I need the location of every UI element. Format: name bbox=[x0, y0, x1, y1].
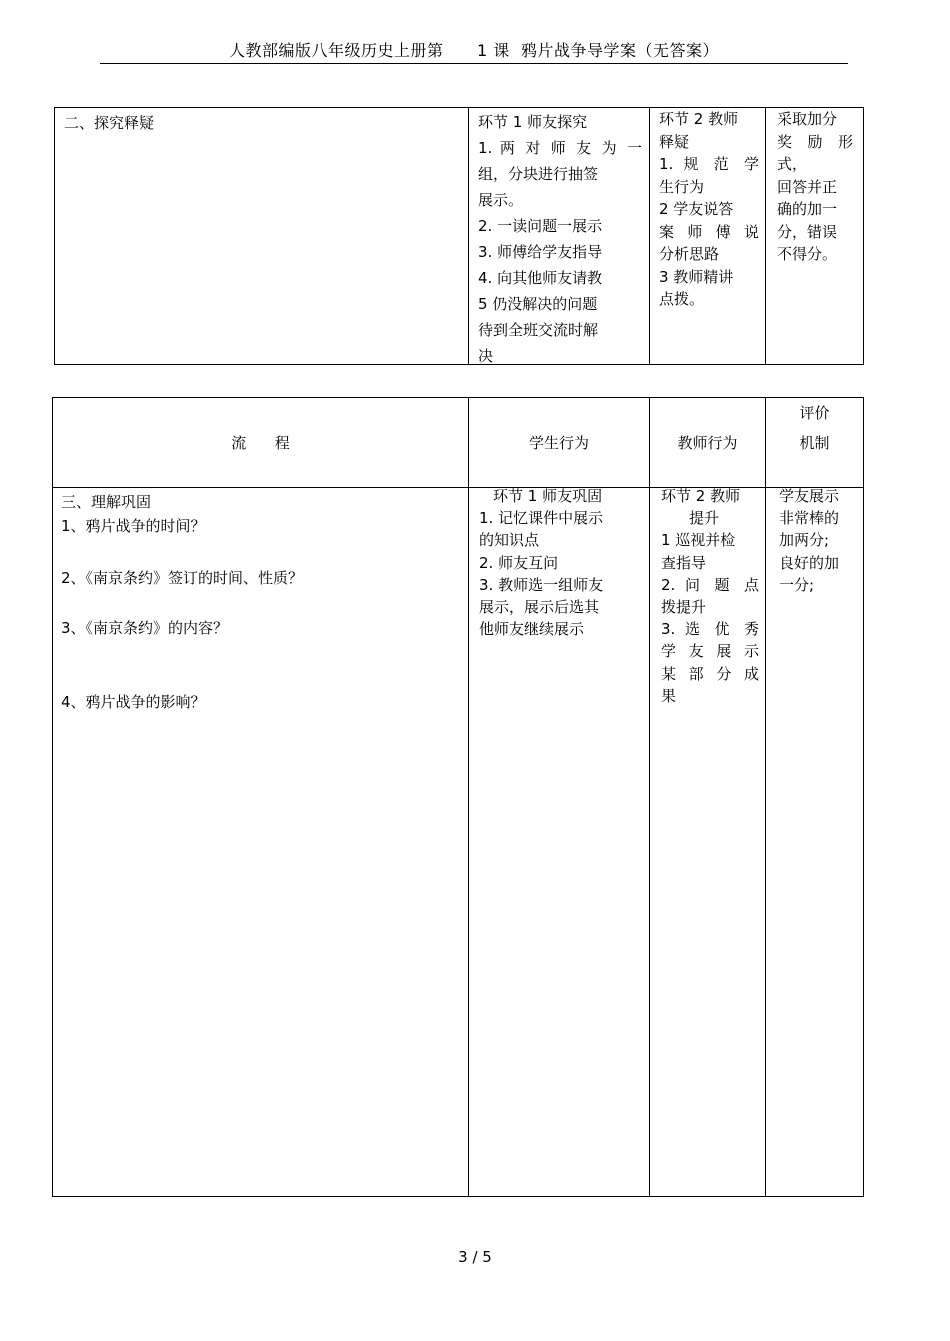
question-1: 1、鸦片战争的时间？ bbox=[61, 517, 206, 535]
student-behavior-cell bbox=[479, 485, 643, 640]
text-line: 某 部 分 成 bbox=[661, 664, 759, 683]
text-line: 的知识点 bbox=[479, 531, 540, 550]
text-line: 决 bbox=[478, 347, 494, 365]
text-line: 3 教师精讲 bbox=[659, 267, 734, 286]
header-teacher-behavior bbox=[650, 398, 765, 487]
text-line: 一分; bbox=[779, 575, 815, 594]
text-line: 3. 师傅给学友指导 bbox=[478, 243, 603, 261]
text-line: 环节 1 师友巩固 bbox=[493, 487, 603, 505]
text-line: 果 bbox=[661, 686, 677, 705]
text-line: 式， bbox=[777, 155, 808, 173]
text-line: 生行为 bbox=[659, 177, 705, 196]
text-line: 展示，展示后选其 bbox=[479, 598, 600, 617]
text-line: 学友展示 bbox=[779, 487, 840, 505]
questions-cell bbox=[61, 491, 461, 711]
text-line: 1. 记忆课件中展示 bbox=[479, 509, 604, 528]
text-line: 3. 教师选一组师友 bbox=[479, 575, 604, 594]
evaluation-cell bbox=[777, 108, 853, 266]
header-rule bbox=[100, 63, 848, 64]
text-line: 他师友继续展示 bbox=[479, 620, 585, 639]
document-header: 人教部编版八年级历史上册第 1 课 鸦片战争导学案（无答案） bbox=[229, 41, 719, 60]
inquiry-table bbox=[54, 107, 864, 365]
text-line: 环节 2 教师 bbox=[661, 487, 741, 505]
text-line: 案 师 傅 说 bbox=[659, 222, 759, 241]
text-line: 点拨。 bbox=[659, 290, 705, 308]
consolidation-table bbox=[52, 397, 864, 1197]
text-line: 采取加分 bbox=[777, 110, 838, 128]
text-line: 分，错误 bbox=[777, 222, 838, 241]
header-teacher-text: 教师行为 bbox=[677, 433, 738, 452]
text-line: 5 仍没解决的问题 bbox=[478, 295, 598, 313]
text-line: 奖 励 形 bbox=[777, 132, 853, 151]
section-title-inquiry bbox=[64, 112, 459, 134]
table-divider bbox=[649, 398, 650, 1196]
text-line: 2. 师友互问 bbox=[479, 553, 559, 572]
text-line: 良好的加 bbox=[779, 553, 840, 572]
header-evaluation bbox=[766, 398, 863, 487]
table-divider bbox=[468, 398, 469, 1196]
text-line: 回答并正 bbox=[777, 177, 838, 196]
header-student-behavior bbox=[469, 398, 649, 487]
section-title-consolidation: 三、理解巩固 bbox=[61, 493, 152, 511]
text-line: 组，分块进行抽签 bbox=[478, 165, 599, 183]
table-divider bbox=[765, 398, 766, 1196]
text-line: 确的加一 bbox=[777, 200, 838, 218]
text-line: 提升 bbox=[689, 509, 720, 528]
text-line: 2. 一读问题一展示 bbox=[478, 217, 603, 235]
section-title-text: 二、探究释疑 bbox=[64, 114, 155, 132]
table-divider bbox=[765, 108, 766, 364]
text-line: 1. 规 范 学 bbox=[659, 155, 759, 173]
text-line: 展示。 bbox=[478, 191, 524, 209]
header-process-text: 流 程 bbox=[231, 433, 290, 452]
text-line: 加两分; bbox=[779, 531, 830, 550]
student-behavior-cell bbox=[478, 109, 642, 369]
header-process bbox=[53, 398, 468, 487]
text-line: 2. 问 题 点 bbox=[661, 575, 759, 594]
table-divider bbox=[649, 108, 650, 364]
header-student-text: 学生行为 bbox=[528, 433, 589, 452]
text-line: 2 学友说答 bbox=[659, 200, 734, 218]
text-line: 释疑 bbox=[659, 132, 690, 151]
page-number: 3 / 5 bbox=[458, 1248, 492, 1266]
teacher-behavior-cell bbox=[661, 485, 759, 707]
text-line: 3. 选 优 秀 bbox=[661, 620, 759, 639]
evaluation-cell bbox=[779, 485, 859, 596]
text-line: 环节 1 师友探究 bbox=[478, 113, 588, 131]
text-line: 拨提升 bbox=[661, 598, 707, 617]
table-divider bbox=[468, 108, 469, 364]
text-line: 评价 bbox=[799, 404, 830, 422]
text-line: 4. 向其他师友请教 bbox=[478, 269, 603, 287]
question-4: 4、鸦片战争的影响？ bbox=[61, 693, 206, 711]
text-line: 1 巡视并检 bbox=[661, 531, 736, 550]
text-line: 查指导 bbox=[661, 553, 707, 572]
text-line: 待到全班交流时解 bbox=[478, 321, 599, 339]
text-line: 非常棒的 bbox=[779, 509, 840, 528]
question-3: 3、《南京条约》的内容？ bbox=[61, 619, 229, 637]
question-2: 2、《南京条约》签订的时间、性质？ bbox=[61, 569, 304, 587]
teacher-behavior-cell bbox=[659, 108, 759, 311]
text-line: 分析思路 bbox=[659, 245, 720, 263]
text-line: 学 友 展 示 bbox=[661, 642, 759, 661]
text-line: 环节 2 教师 bbox=[659, 110, 739, 128]
text-line: 1. 两 对 师 友 为 一 bbox=[478, 139, 642, 157]
text-line: 机制 bbox=[799, 434, 830, 452]
text-line: 不得分。 bbox=[777, 245, 838, 263]
